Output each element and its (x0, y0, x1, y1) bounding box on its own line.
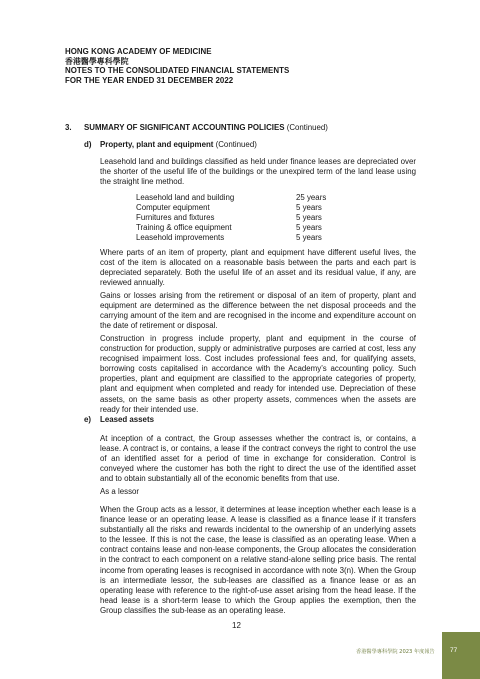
footer-page-tab (442, 632, 480, 679)
section-number: 3. (65, 123, 72, 132)
useful-life: 25 years (296, 193, 327, 202)
subsection-d-title: Property, plant and equipment (100, 140, 214, 149)
useful-life: 5 years (296, 203, 322, 213)
paragraph-e-2: When the Group acts as a lessor, it determines at lease inception whether each lease is a finance lease or an operating lease. A lease is classified as a finance lease if it transfers substantially all the risks and rewards incidental to the ownership of an underlying assets to the lessee. If this is not the case, the lease is classified as an operating lease. When a contract contains lease and non-lease components, the Group allocates the consideration in the contract to each component on a relative stand-alone selling price basis. The rental income from operating leases is recognised in accordance with note 3(n). When the Group is an intermediate lessor, the sub-leases are classified as a finance lease or as an operating lease with reference to the right-of-use asset arising from the head lease. If the head lease is a short-term lease to which the Group applies the exemption, then the Group classifies the sub-lease as an operating lease. (100, 505, 416, 615)
asset-class: Furnitures and fixtures (136, 213, 215, 223)
useful-life: 5 years (296, 233, 322, 243)
org-name-en: HONG KONG ACADEMY OF MEDICINE (65, 47, 212, 56)
section-heading (84, 123, 328, 133)
section-continued: (Continued) (286, 123, 328, 132)
org-name-zh: 香港醫學專科學院 (65, 56, 129, 66)
useful-life: 5 years (296, 213, 322, 223)
footer-report-name: 香港醫學專科學院 2023 年度報告 (356, 649, 435, 655)
subsection-d-heading (100, 140, 257, 150)
asset-class: Leasehold land and building (136, 193, 235, 202)
table-row (136, 203, 326, 213)
table-row (136, 193, 326, 203)
subheading-as-a-lessor: As a lessor (100, 487, 140, 496)
table-row (136, 223, 326, 233)
paragraph-d-3: Gains or losses arising from the retirement or disposal of an item of property, plant and equipment are determined as the difference between the net disposal proceeds and the carrying amount of the item and are recognised in the income and expenditure account on the date of retirement or disposal. (100, 291, 416, 331)
paragraph-d-4: Construction in progress include property, plant and equipment in the course of construction for production, supply or administrative purposes are carried at cost, less any recognised impairment loss. Cost includes professional fees and, for qualifying assets, borrowing costs capitalised in accordance with the Academy’s accounting policy. Such properties, plant and equipment are classified to the appropriate categories of property, plant and equipment when completed and ready for intended use. Depreciation of these assets, on the same basis as other property assets, commences when the assets are ready for their intended use. (100, 334, 416, 414)
subsection-d-label: d) (84, 140, 92, 149)
subsection-d-continued: (Continued) (215, 140, 257, 149)
paragraph-d-2: Where parts of an item of property, plant and equipment have different useful lives, the cost of the item is allocated on a reasonable basis between the parts and each part is depreciated separately. Both the useful life of an asset and its residual value, if any, are reviewed annually. (100, 248, 416, 288)
asset-class: Computer equipment (136, 203, 210, 213)
asset-class: Training & office equipment (136, 223, 232, 233)
page-number: 12 (232, 621, 241, 630)
useful-life: 5 years (296, 223, 322, 233)
document-period: FOR THE YEAR ENDED 31 DECEMBER 2022 (65, 75, 234, 85)
page-header (65, 47, 425, 85)
footer-page-number: 77 (450, 647, 458, 654)
table-row (136, 213, 326, 223)
subsection-e-title: Leased assets (100, 415, 154, 424)
table-row (136, 233, 326, 243)
paragraph-e-1: At inception of a contract, the Group assesses whether the contract is, or contains, a lease. A contract is, or contains, a lease if the contract conveys the right to control the use of an identified asset for a period of time in exchange for consideration. Control is conveyed where the customer has both the right to direct the use of the identified asset and to obtain substantially all of the economic benefits from that use. (100, 434, 416, 484)
subsection-e-label: e) (84, 415, 92, 424)
useful-lives-table (136, 193, 326, 243)
section-title: SUMMARY OF SIGNIFICANT ACCOUNTING POLICIES (84, 123, 285, 132)
document-title: NOTES TO THE CONSOLIDATED FINANCIAL STATEMENTS (65, 66, 290, 76)
paragraph-d-1: Leasehold land and buildings classified as held under finance leases are depreciated over the shorter of the useful life of the buildings or the unexpired term of the land lease using the straight line method. (100, 157, 416, 187)
asset-class: Leasehold improvements (136, 233, 225, 243)
